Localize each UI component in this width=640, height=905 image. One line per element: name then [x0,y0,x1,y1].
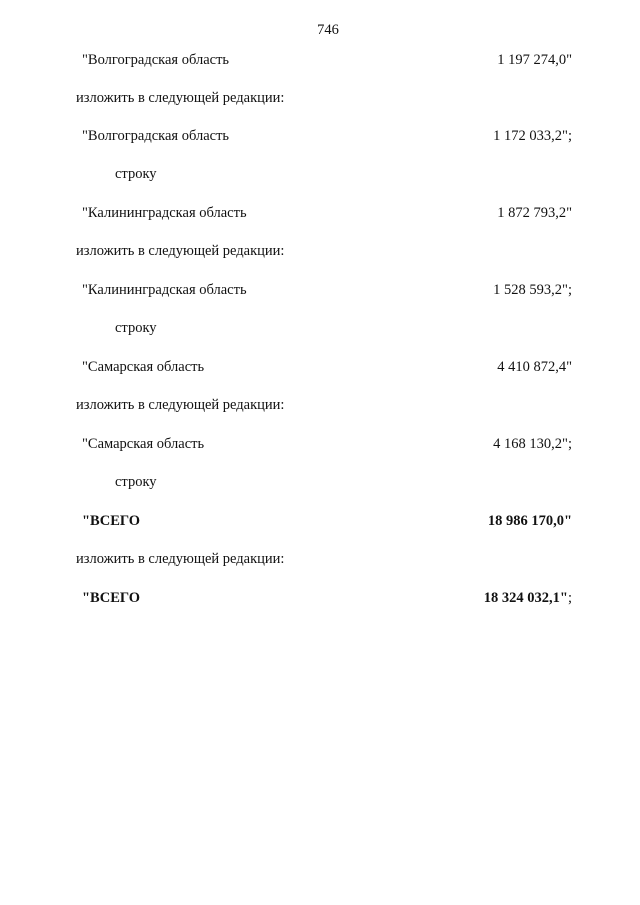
region-value: 1 172 033,2"; [493,128,572,144]
region-name: "Волгоградская область [82,52,230,68]
table-row [0,282,640,302]
total-label: "ВСЕГО [82,590,141,606]
region-name: "Самарская область [82,359,205,375]
region-name: "Калининградская область [82,282,247,298]
total-row [0,590,640,610]
stroku-line [0,166,640,186]
region-value: 4 168 130,2"; [493,436,572,452]
instruction-text: изложить в следующей редакции: [76,397,285,413]
edit-instruction [0,243,640,263]
stroku-text: строку [115,166,157,182]
total-value-suffix: ; [567,590,572,606]
table-row [0,52,640,72]
region-value: 1 528 593,2"; [493,282,572,298]
stroku-line [0,320,640,340]
edit-instruction [0,551,640,571]
page-number: 746 [317,22,339,38]
region-value: 1 872 793,2" [497,205,572,221]
table-row [0,128,640,148]
stroku-text: строку [115,474,157,490]
region-name: "Самарская область [82,436,205,452]
edit-instruction [0,90,640,110]
instruction-text: изложить в следующей редакции: [76,551,285,567]
edit-instruction [0,397,640,417]
total-value: 18 986 170,0" [487,513,572,529]
region-name: "Калининградская область [82,205,247,221]
instruction-text: изложить в следующей редакции: [76,243,285,259]
stroku-line [0,474,640,494]
region-value: 4 410 872,4" [497,359,572,375]
total-row [0,513,640,533]
total-value-number: 18 324 032,1" [483,590,568,606]
total-value [484,590,572,607]
region-name: "Волгоградская область [82,128,230,144]
instruction-text: изложить в следующей редакции: [76,90,285,106]
region-value: 1 197 274,0" [497,52,572,68]
table-row [0,359,640,379]
table-row [0,205,640,225]
stroku-text: строку [115,320,157,336]
table-row [0,436,640,456]
total-label: "ВСЕГО [82,513,141,529]
